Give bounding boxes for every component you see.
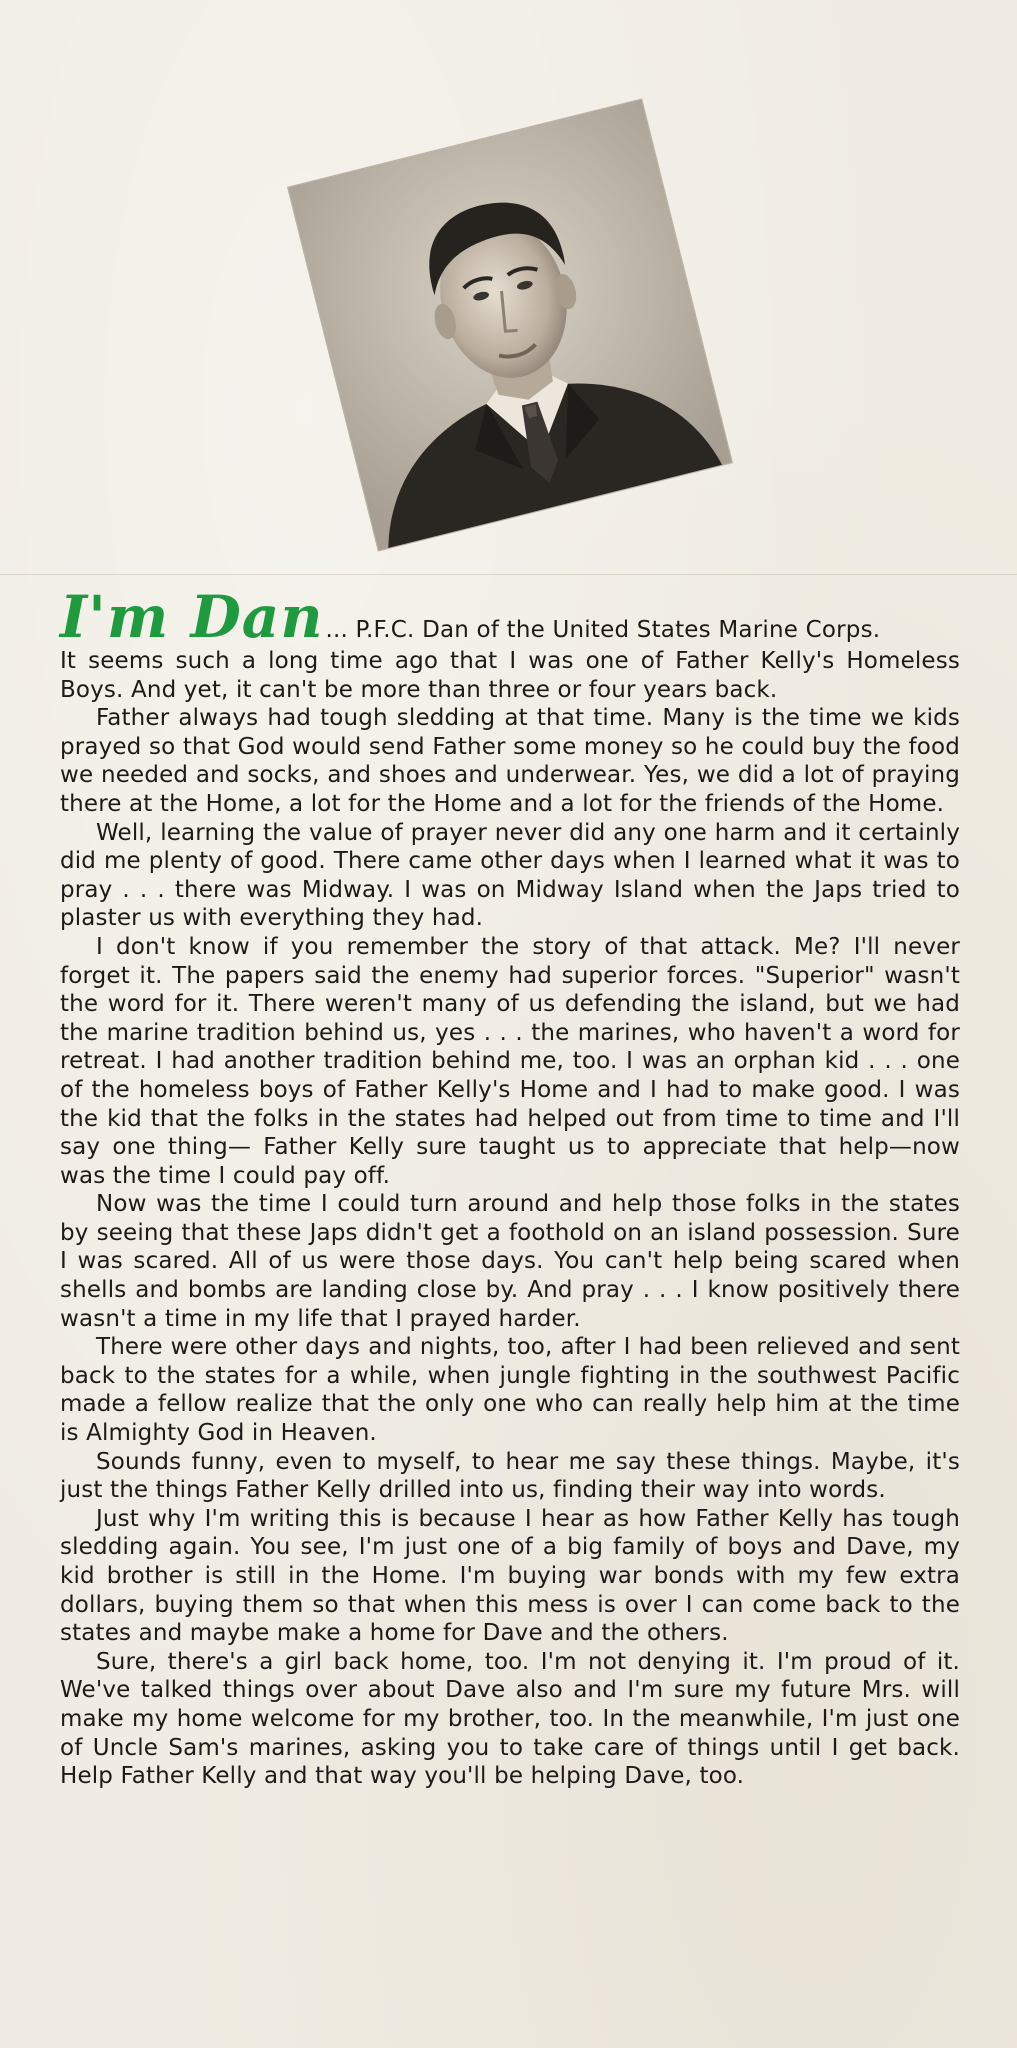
paragraph-5: Now was the time I could turn around and help those folks in the states by seeing that these Japs didn't get a foothold on an island possession. Sure I was scared. All of us were those days. You can't help being scared when shells and bombs are landing close by. And pray . . . I know positively there wasn't a time in my life that I prayed harder. (60, 1191, 960, 1332)
paragraph-4: I don't know if you remember the story of that attack. Me? I'll never forget it. The papers said the enemy had superior forces. "Superior" wasn't the word for it. There weren't many of us defending the island, but we had the marine tradition behind us, yes . . . the marines, who haven't a word for retreat. I had another tradition behind me, too. I was an orphan kid . . . one of the homeless boys of Father Kelly's Home and I had to make good. I was the kid that the folks in the states had helped out from time to time and I'll say one thing— Father Kelly sure taught us to appreciate that help—now was the time I could pay off. (60, 933, 960, 1189)
paragraph-6: There were other days and nights, too, after I had been relieved and sent back to the states for a while, when jungle fighting in the southwest Pacific made a fellow realize that the only one who can really help him at the time is Almighty God in Heaven. (60, 1334, 960, 1447)
paragraph-9: Sure, there's a girl back home, too. I'm not denying it. I'm proud of it. We've talked things over about Dave also and I'm sure my future Mrs. will make my home welcome for my brother, too. In the meanwhile, I'm just one of Uncle Sam's marines, asking you to take care of things until I get back. Help Father Kelly and that way you'll be helping Dave, too. (60, 1648, 960, 1790)
article (60, 583, 960, 1791)
paragraph-8: Just why I'm writing this is because I hear as how Father Kelly has tough sledding again. You see, I'm just one of a big family of boys and Dave, my kid brother is still in the Home. I'm buying war bonds with my few extra dollars, buying them so that when this mess is over I can come back to the states and maybe make a home for Dave and the others. (60, 1505, 960, 1647)
paragraph-7: Sounds funny, even to myself, to hear me say these things. Maybe, it's just the things Father Kelly drilled into us, finding their way into words. (60, 1448, 960, 1504)
paragraph-1: It seems such a long time ago that I was one of Father Kelly's Homeless Boys. And yet, it can't be more than three or four years back. (60, 648, 960, 703)
article-lead-line (60, 583, 960, 651)
paragraph-2: Father always had tough sledding at that time. Many is the time we kids prayed so that God would send Father some money so he could buy the food we needed and socks, and shoes and underwear. Yes, we did a lot of praying there at the Home, a lot for the Home and a lot for the friends of the Home. (60, 705, 960, 817)
paper-fold-line (0, 574, 1017, 575)
paragraph-3: Well, learning the value of prayer never did any one harm and it certainly did me plenty of good. There came other days when I learned what it was to pray . . . there was Midway. I was on Midway Island when the Japs tried to plaster us with everything they had. (60, 819, 960, 932)
article-heading: I'm Dan (60, 583, 324, 651)
article-lead-text: ... P.F.C. Dan of the United States Marine Corps. (325, 617, 881, 643)
